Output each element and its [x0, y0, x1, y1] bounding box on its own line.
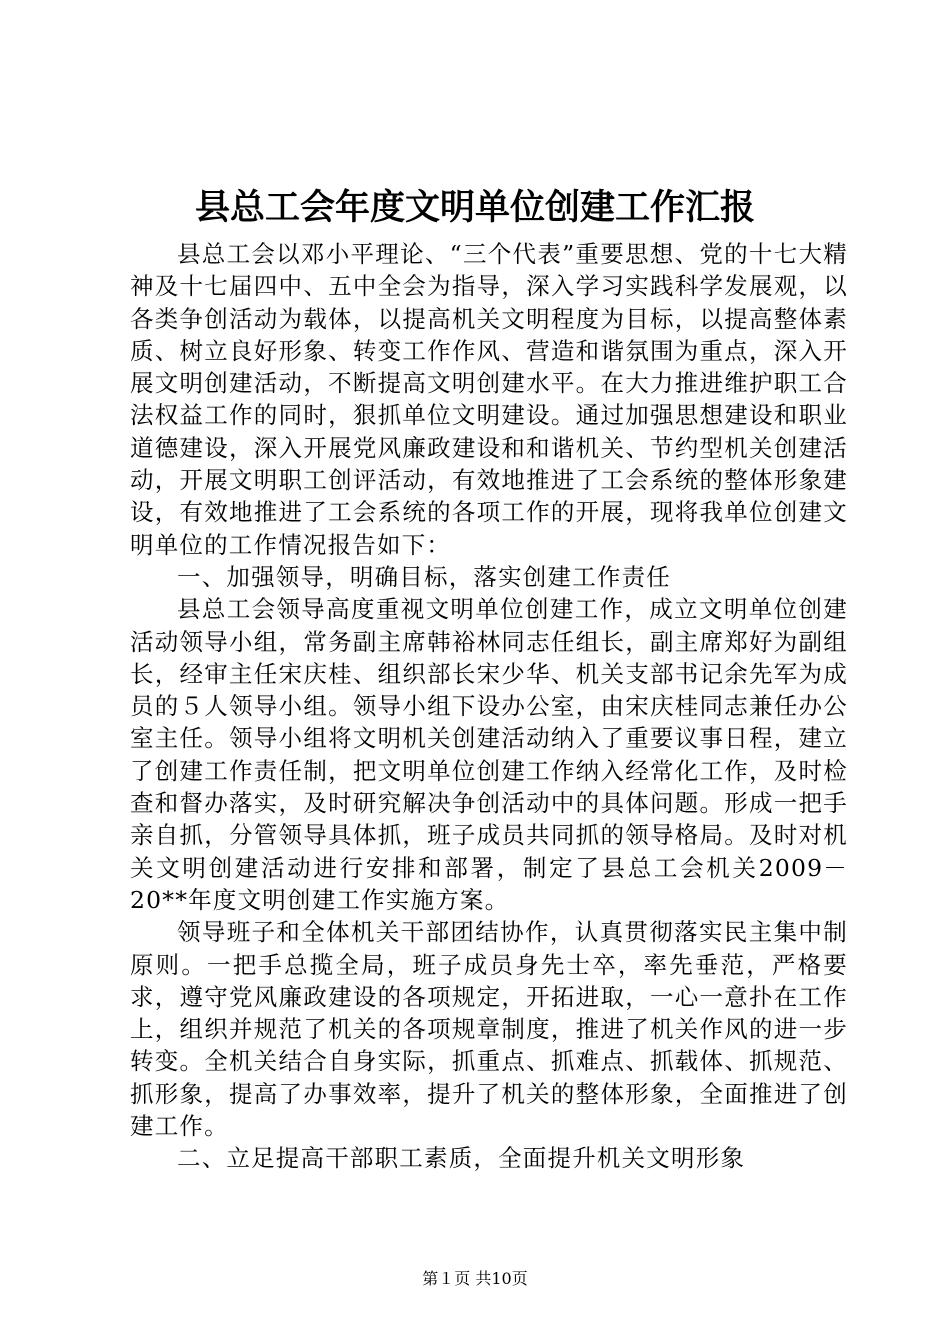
section-1-paragraph-1: 县总工会领导高度重视文明单位创建工作，成立文明单位创建活动领导小组，常务副主席韩裕林同志任组长，副主席郑好为副组长，经审主任宋庆桂、组织部长宋少华、机关支部书记余先军为成员的５人领导小组。领导小组下设办公室，由宋庆桂同志兼任办公室主任。领导小组将文明机关创建活动纳入了重要议事日程，建立了创建工作责任制，把文明单位创建工作纳入经常化工作，及时检查和督办落实，及时研究解决争创活动中的具体问题。形成一把手亲自抓，分管领导具体抓，班子成员共同抓的领导格局。及时对机关文明创建活动进行安排和部署，制定了县总工会机关2009－20**年度文明创建工作实施方案。 — [130, 595, 848, 914]
section-heading-2: 二、立足提高干部职工素质，全面提升机关文明形象 — [177, 1144, 746, 1173]
document-body — [130, 238, 848, 1175]
section-1-paragraph-2: 领导班子和全体机关干部团结协作，认真贯彻落实民主集中制原则。一把手总揽全局，班子成员身先士卒，率先垂范，严格要求，遵守党风廉政建设的各项规定，开拓进取，一心一意扑在工作上，组织并规范了机关的各项规章制度，推进了机关作风的进一步转变。全机关结合自身实际，抓重点、抓难点、抓载体、抓规范、抓形象，提高了办事效率，提升了机关的整体形象，全面推进了创建工作。 — [130, 918, 848, 1141]
intro-paragraph: 县总工会以邓小平理论、“三个代表”重要思想、党的十七大精神及十七届四中、五中全会为指导，深入学习实践科学发展观，以各类争创活动为载体，以提高机关文明程度为目标，以提高整体素质、树立良好形象、转变工作作风、营造和谐氛围为重点，深入开展文明创建活动，不断提高文明创建水平。在大力推进维护职工合法权益工作的同时，狠抓单位文明建设。通过加强思想建设和职业道德建设，深入开展党风廉政建设和和谐机关、节约型机关创建活动，开展文明职工创评活动，有效地推进了工会系统的整体形象建设，有效地推进了工会系统的各项工作的开展，现将我单位创建文明单位的工作情况报告如下： — [130, 240, 848, 559]
page-number-footer: 第１页 共10页 — [422, 1269, 528, 1288]
document-title: 县总工会年度文明单位创建工作汇报 — [194, 187, 755, 228]
section-heading-1: 一、加强领导，明确目标，落实创建工作责任 — [177, 562, 671, 591]
